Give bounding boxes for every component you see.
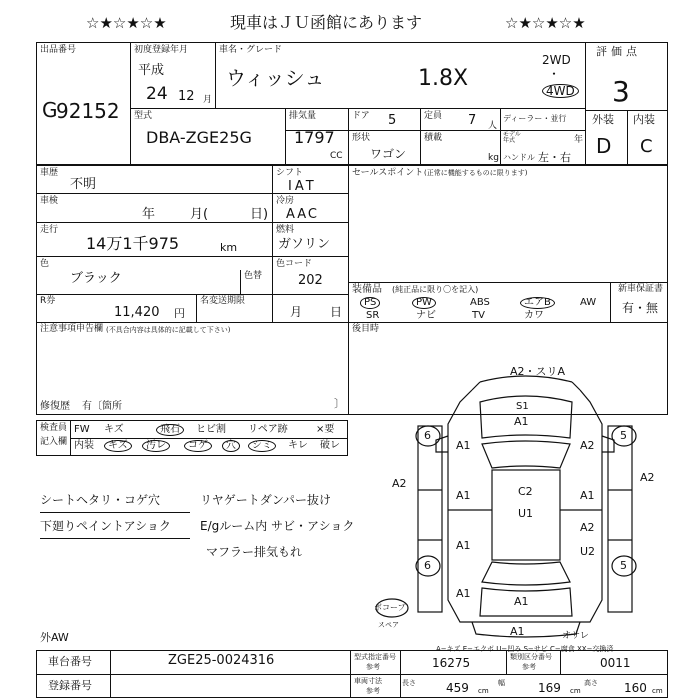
rating-label: 評価点 (596, 45, 641, 58)
divider (348, 108, 349, 165)
divider (110, 650, 111, 698)
doors-label: ドア (352, 111, 370, 121)
divider (36, 674, 668, 675)
aircon-label: 冷房 (276, 196, 295, 206)
diag-tire-lr: 6 (424, 559, 431, 572)
chassis-label: 車台番号 (48, 655, 92, 668)
color-code-label: 色コード (276, 259, 313, 269)
divider (400, 650, 401, 698)
diag-center-bottom: U1 (518, 507, 534, 520)
diag-tire-lf: 6 (424, 429, 431, 442)
diag-right-door-rear: A2 (580, 521, 595, 534)
diag-left-door-rear: A1 (456, 539, 471, 552)
model-year-label: モデル年式 (503, 131, 521, 144)
mileage-value: 14万1千975 (86, 234, 180, 253)
repair-close: 〕 (334, 397, 345, 410)
note-underline (40, 512, 190, 513)
diag-right-door-front: A1 (580, 489, 595, 502)
sales-point-label: セールスポイント (352, 168, 424, 178)
equip-sr: SR (366, 310, 380, 321)
equip-aw: AW (580, 297, 597, 308)
type-designation-value: 16275 (432, 656, 471, 670)
class-number-label: 類別区分番号 (510, 653, 552, 661)
divider (348, 322, 668, 323)
notes-label: 注意事項申告欄 (40, 324, 104, 334)
inspector-scratch: キズ (104, 424, 124, 435)
drive-2wd: 2WD (542, 53, 571, 67)
displacement-label: 排気量 (289, 111, 317, 121)
equip-abs: ABS (470, 297, 490, 308)
divider (627, 110, 628, 165)
divider (196, 294, 197, 322)
sales-point-sub-label: (正常に機能するものに限ります) (424, 169, 528, 177)
exterior-label: 外装 (592, 113, 614, 126)
height-value: 160 (624, 681, 647, 695)
divider (130, 42, 131, 165)
damage-legend: A−キズ E−エクボ U−凹み S−サビ C−腐食 XX−交換済 (436, 645, 614, 653)
note-underline (40, 538, 190, 539)
equip-navi: ナビ (416, 310, 436, 321)
divider (420, 108, 421, 165)
fuel-value: ガソリン (278, 237, 331, 252)
divider (36, 256, 348, 257)
width-unit: cm (570, 687, 581, 695)
divider (500, 108, 501, 165)
note-line-2: 下廻りペイントアショク (40, 519, 171, 533)
dimensions-sub: 参考 (366, 687, 380, 695)
divider (506, 650, 507, 674)
tax-label: 名変送期限 (200, 296, 246, 306)
divider (272, 165, 273, 322)
diag-rear-label: オサレ (562, 631, 589, 641)
capacity-label: 定員 (424, 111, 443, 121)
diag-s1: S1 (516, 401, 529, 412)
registration-year: 24 (146, 84, 168, 104)
diag-left-front: A1 (456, 439, 471, 452)
color-code-value: 202 (298, 273, 323, 288)
shift-label: シフト (276, 168, 304, 178)
divider (348, 282, 668, 283)
diag-tire-rf: 5 (620, 429, 627, 442)
load-unit: kg (488, 153, 499, 163)
interior-value: C (640, 136, 653, 157)
recycle-value: 11,420 (114, 305, 160, 320)
divider (560, 650, 561, 674)
diag-right-outer: A2 (640, 471, 655, 484)
divider (215, 42, 216, 108)
shift-value: IAT (288, 179, 317, 194)
diag-left-door-front: A1 (456, 489, 471, 502)
length-value: 459 (446, 681, 469, 695)
equipment-label: 装備品 (352, 284, 382, 295)
capacity-unit: 人 (488, 121, 498, 131)
fuel-label: 燃料 (276, 225, 295, 235)
inspector-label-2: 記入欄 (40, 437, 68, 447)
inspector-int-scratch: キズ (104, 440, 132, 452)
recycle-label: R券 (40, 296, 56, 306)
class-number-value: 0011 (600, 656, 631, 670)
inspector-chip: 飛石 (156, 424, 184, 436)
drive-4wd: 4WD (542, 84, 579, 98)
diag-right-rear: U2 (580, 545, 596, 558)
diag-top: A2・スリA (510, 365, 566, 378)
divider (36, 294, 348, 295)
width-label: 幅 (498, 679, 505, 687)
inspection-label: 車検 (40, 196, 59, 206)
diag-right-front: A2 (580, 439, 595, 452)
diag-spare: スペア (378, 621, 399, 629)
inspector-label-1: 検査員 (40, 423, 68, 433)
equip-airbag: エアB (520, 297, 555, 309)
model-value: DBA-ZGE25G (146, 128, 252, 147)
divider (36, 222, 348, 223)
aircon-value: AAC (286, 207, 319, 222)
car-name-label: 車名・グレード (219, 45, 283, 55)
chassis-value: ZGE25-0024316 (168, 653, 275, 668)
capacity-value: 7 (468, 113, 477, 128)
load-label: 積載 (424, 133, 443, 143)
repair-value: 有〔箇所 (82, 401, 122, 412)
inspector-repair: リペア跡 (248, 424, 288, 435)
rating-value: 3 (612, 75, 630, 108)
diag-left-rear: A1 (456, 587, 471, 600)
inspector-fw: FW (74, 424, 90, 435)
width-value: 169 (538, 681, 561, 695)
warranty-value: 有・無 (622, 301, 659, 315)
height-unit: cm (652, 687, 663, 695)
type-designation-sub: 参考 (366, 663, 380, 671)
registration-no-label: 登録番号 (48, 679, 92, 692)
lot-label: 出品番号 (40, 45, 77, 55)
divider (36, 322, 348, 323)
dimensions-label: 車両寸法 (354, 677, 382, 685)
repair-label: 修復歴 (40, 401, 70, 412)
divider (240, 270, 241, 294)
warranty-label: 新車保証書 (618, 284, 664, 294)
diag-left-outer: A2 (392, 477, 407, 490)
header-stars-right: ☆★☆★☆★ (505, 14, 586, 32)
equipment-sub-label: (純正品に限り〇を記入) (392, 285, 479, 294)
lot-number: 92152 (56, 99, 120, 123)
car-grade: 1.8X (418, 66, 469, 91)
note-line-6: 外AW (40, 631, 69, 644)
handle-label: ハンドル (503, 153, 535, 162)
note-line-3: リヤゲートダンパー抜け (200, 493, 332, 507)
mileage-unit: km (220, 241, 238, 254)
class-number-sub: 参考 (522, 663, 536, 671)
header-title: 現車はＪＵ函館にあります (230, 13, 423, 32)
doors-value: 5 (388, 113, 397, 128)
diag-center-top: C2 (518, 485, 533, 498)
mileage-label: 走行 (40, 225, 59, 235)
inspector-hole: 穴 (222, 440, 240, 452)
note-line-5: マフラー排気もれ (206, 545, 303, 559)
handle-value: 左・右 (538, 151, 571, 164)
inspection-year-unit: 年 (142, 207, 156, 222)
inspector-burn: コゲ (184, 440, 212, 452)
diag-a1-hood: A1 (514, 415, 529, 428)
inspector-crack: ヒビ割 (196, 424, 226, 435)
inspector-tear: 破レ (320, 440, 340, 451)
recycle-unit: 円 (174, 307, 185, 320)
registration-month-unit: 月 (203, 95, 213, 105)
car-name: ウィッシュ (226, 66, 325, 90)
type-designation-label: 型式指定番号 (354, 653, 396, 661)
displacement-unit: CC (330, 151, 343, 161)
inspector-stain: シミ (248, 440, 276, 452)
tax-day-unit: 日 (330, 305, 343, 319)
history-label: 車歴 (40, 168, 59, 178)
exterior-value: D (596, 134, 612, 158)
diag-bottom: A1 (510, 625, 525, 638)
divider (348, 165, 349, 415)
divider (350, 650, 351, 698)
equip-pw: PW (412, 297, 436, 309)
note-line-1: シートヘタリ・コゲ穴 (40, 493, 161, 507)
divider (585, 42, 586, 165)
lot-prefix-mark: G (42, 98, 58, 122)
shape-value: ワゴン (370, 147, 407, 161)
registration-era: 平成 (138, 63, 165, 78)
drive-dot: ・ (548, 67, 561, 81)
length-label: 長さ (402, 679, 416, 687)
equip-ps: PS (360, 297, 380, 309)
notes-sub-label: (不具合内容は具体的に記載して下さい) (106, 326, 231, 334)
height-label: 高さ (584, 679, 598, 687)
model-year-unit: 年 (574, 135, 584, 145)
diag-trunk: A1 (514, 595, 529, 608)
equip-leather: カワ (524, 310, 544, 321)
color-change-label: 色替 (244, 271, 263, 281)
registration-month: 12 (178, 89, 195, 104)
inspector-dirt: 汚レ (142, 440, 170, 452)
registration-label: 初度登録年月 (134, 45, 189, 55)
interior-label: 内装 (633, 113, 655, 126)
inspection-day-unit: 日) (250, 207, 269, 222)
history-value: 不明 (70, 177, 97, 192)
equip-tv: TV (472, 310, 485, 321)
model-label: 型式 (134, 111, 153, 121)
tax-month-unit: 月 (290, 305, 303, 319)
color-value: ブラック (70, 271, 122, 286)
divider (70, 438, 348, 439)
divider (130, 108, 585, 109)
note-line-4: E/gルーム内 サビ・アショク (200, 519, 355, 533)
dealer-label: ディーラー・並行 (503, 114, 567, 123)
inspector-need: ×要 (316, 424, 335, 435)
color-label: 色 (40, 259, 50, 269)
inspector-cut: キレ (288, 440, 308, 451)
inspector-interior: 内装 (74, 440, 94, 451)
header-stars-left: ☆★☆★☆★ (86, 14, 167, 32)
displacement-value: 1797 (294, 128, 335, 147)
divider (285, 108, 286, 165)
diag-spare-mark: ボコープ (374, 603, 406, 612)
inspection-month-unit: 月( (190, 207, 209, 222)
rear-seat-label: 後目時 (352, 324, 380, 334)
length-unit: cm (478, 687, 489, 695)
divider (610, 282, 611, 322)
shape-label: 形状 (352, 133, 371, 143)
diag-tire-rr: 5 (620, 559, 627, 572)
